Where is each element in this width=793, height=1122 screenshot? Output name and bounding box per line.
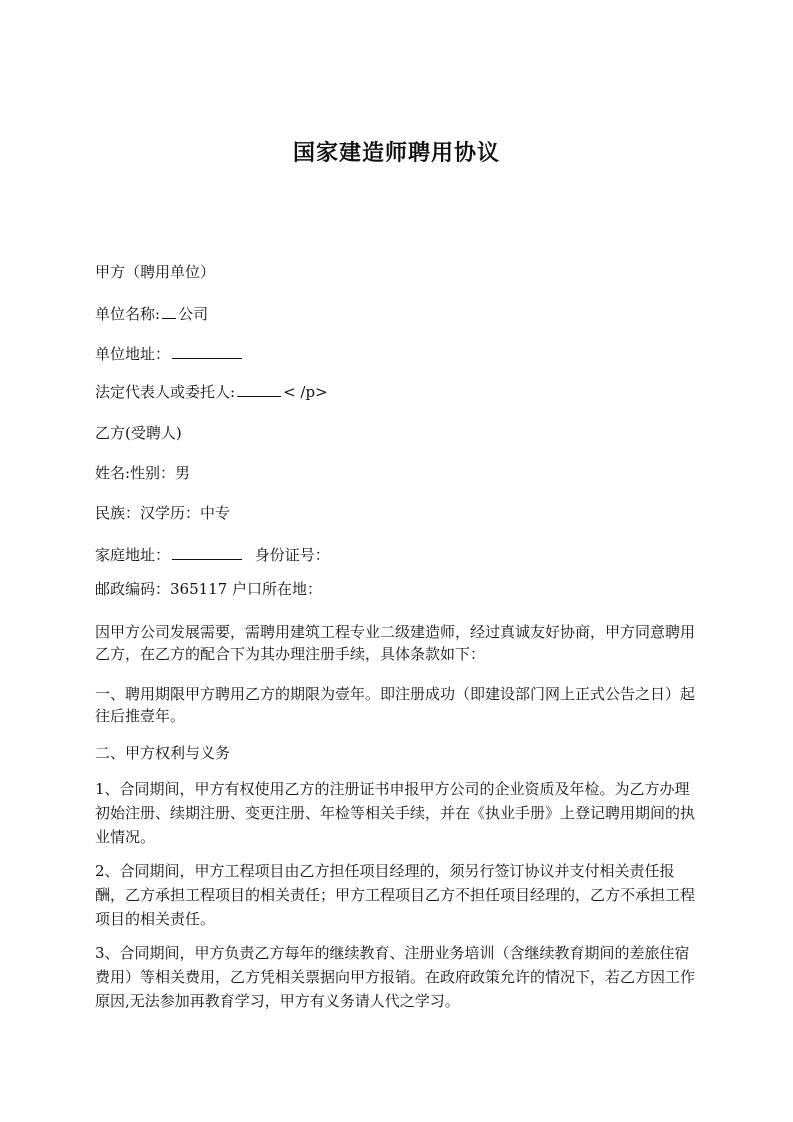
postal-code-line: 邮政编码：365117 户口所在地：: [95, 580, 323, 598]
intro-paragraph: 因甲方公司发展需要，需聘用建筑工程专业二级建造师，经过真诚友好协商，甲方同意聘用乙方，在乙方的配合下为其办理注册手续，具体条款如下：: [95, 623, 696, 663]
name-gender-line: 姓名:性别：男: [95, 464, 191, 482]
party-a-heading: 甲方（聘用单位）: [95, 263, 216, 281]
legal-rep-suffix: < /p>: [283, 383, 328, 401]
ethnicity-education-line: 民族：汉学历：中专: [95, 504, 231, 522]
unit-name-blank: [162, 302, 176, 319]
unit-name-label: 单位名称:: [95, 305, 161, 323]
legal-rep-blank: [237, 380, 281, 397]
unit-address-label: 单位地址：: [95, 345, 171, 363]
unit-name-suffix: 公司: [178, 305, 209, 323]
clause-2-1-paragraph: 1、合同期间，甲方有权使用乙方的注册证书申报甲方公司的企业资质及年检。为乙方办理初始注册、续期注册、变更注册、年检等相关手续，并在《执业手册》上登记聘用期间的执业情况。: [95, 780, 696, 846]
document-title: 国家建造师聘用协议: [292, 141, 500, 166]
clause-2-2-paragraph: 2、合同期间，甲方工程项目由乙方担任项目经理的，须另行签订协议并支付相关责任报酬，乙方承担工程项目的相关责任；甲方工程项目乙方不担任项目经理的，乙方不承担工程项目的相关责任。: [95, 862, 696, 928]
clause-2-3-paragraph: 3、合同期间，甲方负责乙方每年的继续教育、注册业务培训（含继续教育期间的差旅住宿费用）等相关费用，乙方凭相关票据向甲方报销。在政府政策允许的情况下，若乙方因工作原因,无法参加再教育学习，甲方有义务请人代之学习。: [95, 944, 696, 1010]
legal-rep-line: [95, 380, 328, 402]
clause-2-heading: 二、甲方权利与义务: [95, 744, 231, 762]
unit-name-line: [95, 302, 208, 324]
legal-rep-label: 法定代表人或委托人:: [95, 383, 236, 401]
unit-address-blank: [172, 342, 242, 359]
unit-address-line: [95, 342, 244, 364]
id-number-label: 身份证号：: [254, 546, 330, 564]
home-address-line: [95, 543, 330, 565]
home-address-label: 家庭地址：: [95, 546, 171, 564]
party-b-heading: 乙方(受聘人): [95, 424, 182, 442]
home-address-blank: [172, 543, 242, 560]
clause-1-paragraph: 一、聘用期限甲方聘用乙方的期限为壹年。即注册成功（即建设部门网上正式公告之日）起往后推壹年。: [95, 685, 696, 725]
